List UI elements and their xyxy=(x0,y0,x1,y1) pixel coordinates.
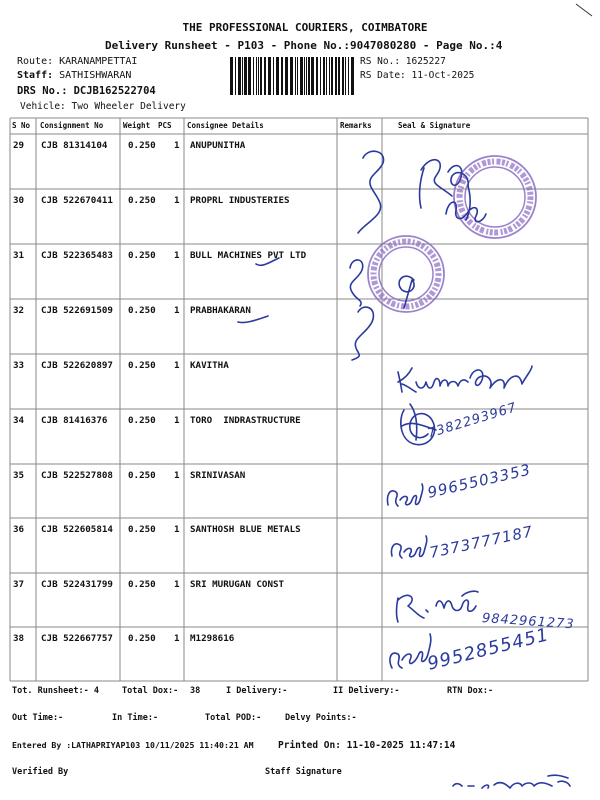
handwritten-phone-row-34: 7382293967 xyxy=(425,400,519,442)
verified-by: Verified By xyxy=(12,767,69,777)
cell-weight: 0.250 xyxy=(128,470,156,481)
entered-by: Entered By :LATHAPRIYAP103 10/11/2025 11:40:21 AM xyxy=(12,740,254,750)
table-row xyxy=(0,251,600,263)
rtn-dox: RTN Dox:- xyxy=(447,686,494,696)
cell-weight: 0.250 xyxy=(128,633,156,644)
cell-consignment-no: CJB 81416376 xyxy=(41,415,108,426)
cell-consignee: ANUPUNITHA xyxy=(190,140,246,151)
cell-pcs: 1 xyxy=(174,250,180,261)
total-dox-label: Total Dox:- xyxy=(122,686,179,696)
cell-s-no: 34 xyxy=(13,415,25,426)
table-row xyxy=(0,306,600,318)
cell-consignment-no: CJB 522667757 xyxy=(41,633,113,644)
cell-consignment-no: CJB 522527808 xyxy=(41,470,113,481)
col-header-consignee: Consignee Details xyxy=(187,121,264,130)
table-row xyxy=(0,580,600,592)
cell-consignee: PRABHAKARAN xyxy=(190,305,251,316)
cell-s-no: 33 xyxy=(13,360,25,371)
cell-pcs: 1 xyxy=(174,305,180,316)
cell-consignee: SRINIVASAN xyxy=(190,470,246,481)
ii-delivery: II Delivery:- xyxy=(333,686,400,696)
rs-date: RS Date: 11-Oct-2025 xyxy=(360,70,475,81)
cell-consignee: PROPRL INDUSTERIES xyxy=(190,195,290,206)
staff-signature-label: Staff Signature xyxy=(265,767,342,777)
cell-weight: 0.250 xyxy=(128,415,156,426)
cell-consignee: BULL MACHINES PVT LTD xyxy=(190,250,307,261)
rs-number: RS No.: 1625227 xyxy=(360,56,446,67)
cell-weight: 0.250 xyxy=(128,140,156,151)
delvy-points: Delvy Points:- xyxy=(285,713,357,723)
in-time: In Time:- xyxy=(112,713,159,723)
staff-value: SATHISHWARAN xyxy=(59,70,132,81)
handwritten-phone-row-36: 7373777187 xyxy=(428,522,535,562)
cell-consignment-no: CJB 522691509 xyxy=(41,305,113,316)
col-header-remarks: Remarks xyxy=(340,121,372,130)
cell-weight: 0.250 xyxy=(128,195,156,206)
cell-s-no: 30 xyxy=(13,195,25,206)
cell-s-no: 32 xyxy=(13,305,25,316)
cell-pcs: 1 xyxy=(174,360,180,371)
cell-consignee: TORO INDRASTRUCTURE xyxy=(190,415,301,426)
tot-runsheet: Tot. Runsheet:- 4 xyxy=(12,686,99,696)
out-time: Out Time:- xyxy=(12,713,64,723)
col-header-s-no: S No xyxy=(12,121,31,130)
cell-consignment-no: CJB 522620897 xyxy=(41,360,113,371)
handwritten-phone-row-38: 9952855451 xyxy=(425,624,552,675)
table-row xyxy=(0,416,600,428)
cell-s-no: 38 xyxy=(13,633,25,644)
table-row xyxy=(0,196,600,208)
cell-consignment-no: CJB 81314104 xyxy=(41,140,108,151)
cell-pcs: 1 xyxy=(174,195,180,206)
cell-consignee: SRI MURUGAN CONST xyxy=(190,579,285,590)
runsheet-title: Delivery Runsheet - P103 - Phone No.:9047080280 - Page No.:4 xyxy=(105,39,503,52)
table-row xyxy=(0,141,600,153)
cell-s-no: 37 xyxy=(13,579,25,590)
cell-pcs: 1 xyxy=(174,470,180,481)
cell-consignee: M1298616 xyxy=(190,633,235,644)
table-row xyxy=(0,361,600,373)
handwritten-phone-row-37: 9842961273 xyxy=(481,611,576,633)
cell-consignee: KAVITHA xyxy=(190,360,229,371)
col-header-seal-signature: Seal & Signature xyxy=(398,121,471,130)
cell-consignment-no: CJB 522365483 xyxy=(41,250,113,261)
handwritten-phone-row-35: 9965503353 xyxy=(425,460,533,502)
cell-weight: 0.250 xyxy=(128,524,156,535)
company-name: THE PROFESSIONAL COURIERS, COIMBATORE xyxy=(182,21,428,34)
col-header-pcs: PCS xyxy=(158,121,172,130)
i-delivery: I Delivery:- xyxy=(226,686,288,696)
col-header-consignment-no: Consignment No xyxy=(40,121,104,130)
cell-weight: 0.250 xyxy=(128,250,156,261)
total-dox-value: 38 xyxy=(190,686,201,696)
cell-s-no: 36 xyxy=(13,524,25,535)
cell-weight: 0.250 xyxy=(128,360,156,371)
cell-pcs: 1 xyxy=(174,415,180,426)
total-pod: Total POD:- xyxy=(205,713,262,723)
drs-label: DRS No.: xyxy=(17,85,68,97)
cell-consignment-no: CJB 522431799 xyxy=(41,579,113,590)
cell-pcs: 1 xyxy=(174,579,180,590)
cell-pcs: 1 xyxy=(174,524,180,535)
printed-on: Printed On: 11-10-2025 11:47:14 xyxy=(278,740,456,751)
drs-value: DCJB162522704 xyxy=(73,85,156,97)
cell-weight: 0.250 xyxy=(128,579,156,590)
cell-s-no: 31 xyxy=(13,250,25,261)
cell-pcs: 1 xyxy=(174,140,180,151)
cell-consignment-no: CJB 522670411 xyxy=(41,195,113,206)
cell-weight: 0.250 xyxy=(128,305,156,316)
cell-s-no: 29 xyxy=(13,140,25,151)
cell-consignment-no: CJB 522605814 xyxy=(41,524,113,535)
cell-consignee: SANTHOSH BLUE METALS xyxy=(190,524,301,535)
cell-s-no: 35 xyxy=(13,470,25,481)
cell-pcs: 1 xyxy=(174,633,180,644)
staff-label: Staff: xyxy=(17,70,54,81)
col-header-weight: Weight xyxy=(123,121,151,130)
route: Route: KARANAMPETTAI xyxy=(17,56,138,67)
vehicle: Vehicle: Two Wheeler Delivery xyxy=(20,101,186,112)
